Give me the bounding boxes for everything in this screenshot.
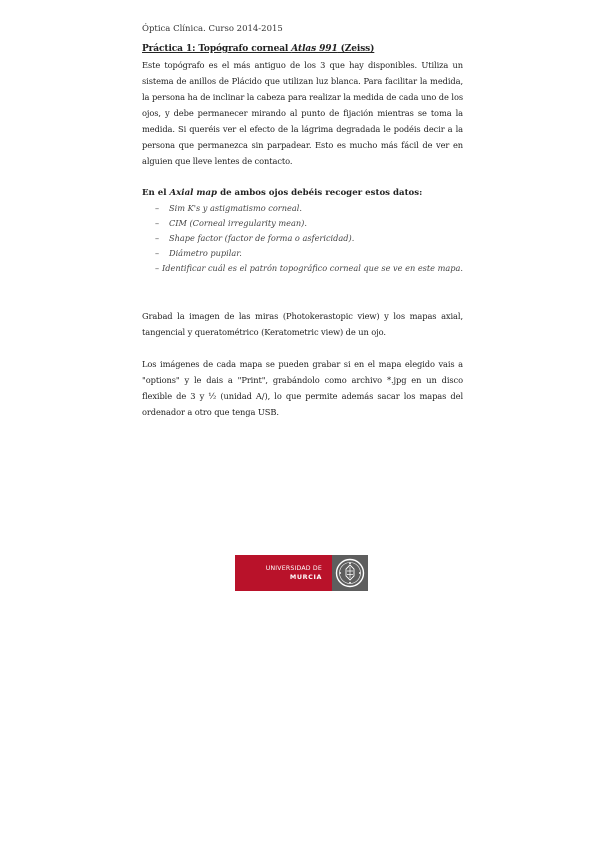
title-text: Práctica 1: Topógrafo corneal — [142, 44, 292, 54]
list-item-text: CIM (Corneal irregularity mean). — [169, 218, 307, 228]
list-item-text: Identificar cuál es el patrón topográfico corneal que se ve en este mapa. — [162, 263, 463, 273]
saving-paragraph: Los imágenes de cada mapa se pueden grabar si en el mapa elegido vais a "options" y le dais a "Print", grabándolo como archivo *.jpg en un disco flexible de 3 y ½ (unidad A/), lo que permite además sacar los mapas del ordenador a otro que tenga USB. — [142, 359, 463, 417]
intro-paragraph: Este topógrafo es el más antiguo de los 3 que hay disponibles. Utiliza un sistema de anillos de Plácido que utilizan luz blanca. Para facilitar la medida, la persona ha de inclinar la cabeza para realizar la medida de cada uno de los ojos, y debe permanecer mirando al punto de fijación mientras se toma la medida. Si queréis ver el efecto de la lágrima degradada le podéis decir a la persona que permanezca sin parpadear. Esto es mucho más fácil de ver en alguien que lleve lentes de contacto. — [142, 60, 463, 166]
logo-line-2: MURCIA — [289, 573, 322, 581]
university-logo — [235, 555, 368, 591]
heading-map-name: Axial map — [169, 188, 218, 198]
dash-bullet-icon: – — [155, 233, 160, 243]
logo-line-1: UNIVERSIDAD DE — [265, 565, 322, 572]
dash-bullet-icon: – — [155, 218, 160, 228]
running-header: Óptica Clínica. Curso 2014-2015 — [142, 24, 283, 34]
list-item-text: Sim K's y astigmatismo corneal. — [169, 203, 302, 213]
heading-post: de ambos ojos debéis recoger estos datos: — [217, 188, 423, 198]
logo-wordmark — [235, 555, 332, 591]
list-item — [142, 261, 463, 276]
list-item — [142, 216, 463, 231]
images-paragraph: Grabad la imagen de las miras (Photokerastopic view) y los mapas axial, tangencial y queratométrico (Keratometric view) de un ojo. — [142, 311, 463, 337]
list-item-text: Diámetro pupilar. — [169, 248, 242, 258]
dash-bullet-icon: – — [155, 203, 160, 213]
list-item — [142, 201, 463, 216]
heading-pre: En el — [142, 188, 170, 198]
axial-map-heading — [142, 185, 463, 201]
document-body — [142, 44, 463, 420]
list-item — [142, 246, 463, 261]
practice-title — [142, 44, 463, 54]
list-item-text: Shape factor (factor de forma o asfericidad). — [169, 233, 355, 243]
list-item — [142, 231, 463, 246]
data-list — [142, 201, 463, 276]
title-manufacturer: (Zeiss) — [337, 44, 375, 54]
title-device-name: Atlas 991 — [291, 44, 338, 54]
university-seal-icon — [332, 555, 368, 591]
dash-bullet-icon: – — [155, 248, 160, 258]
dash-bullet-icon: – — [155, 263, 160, 273]
